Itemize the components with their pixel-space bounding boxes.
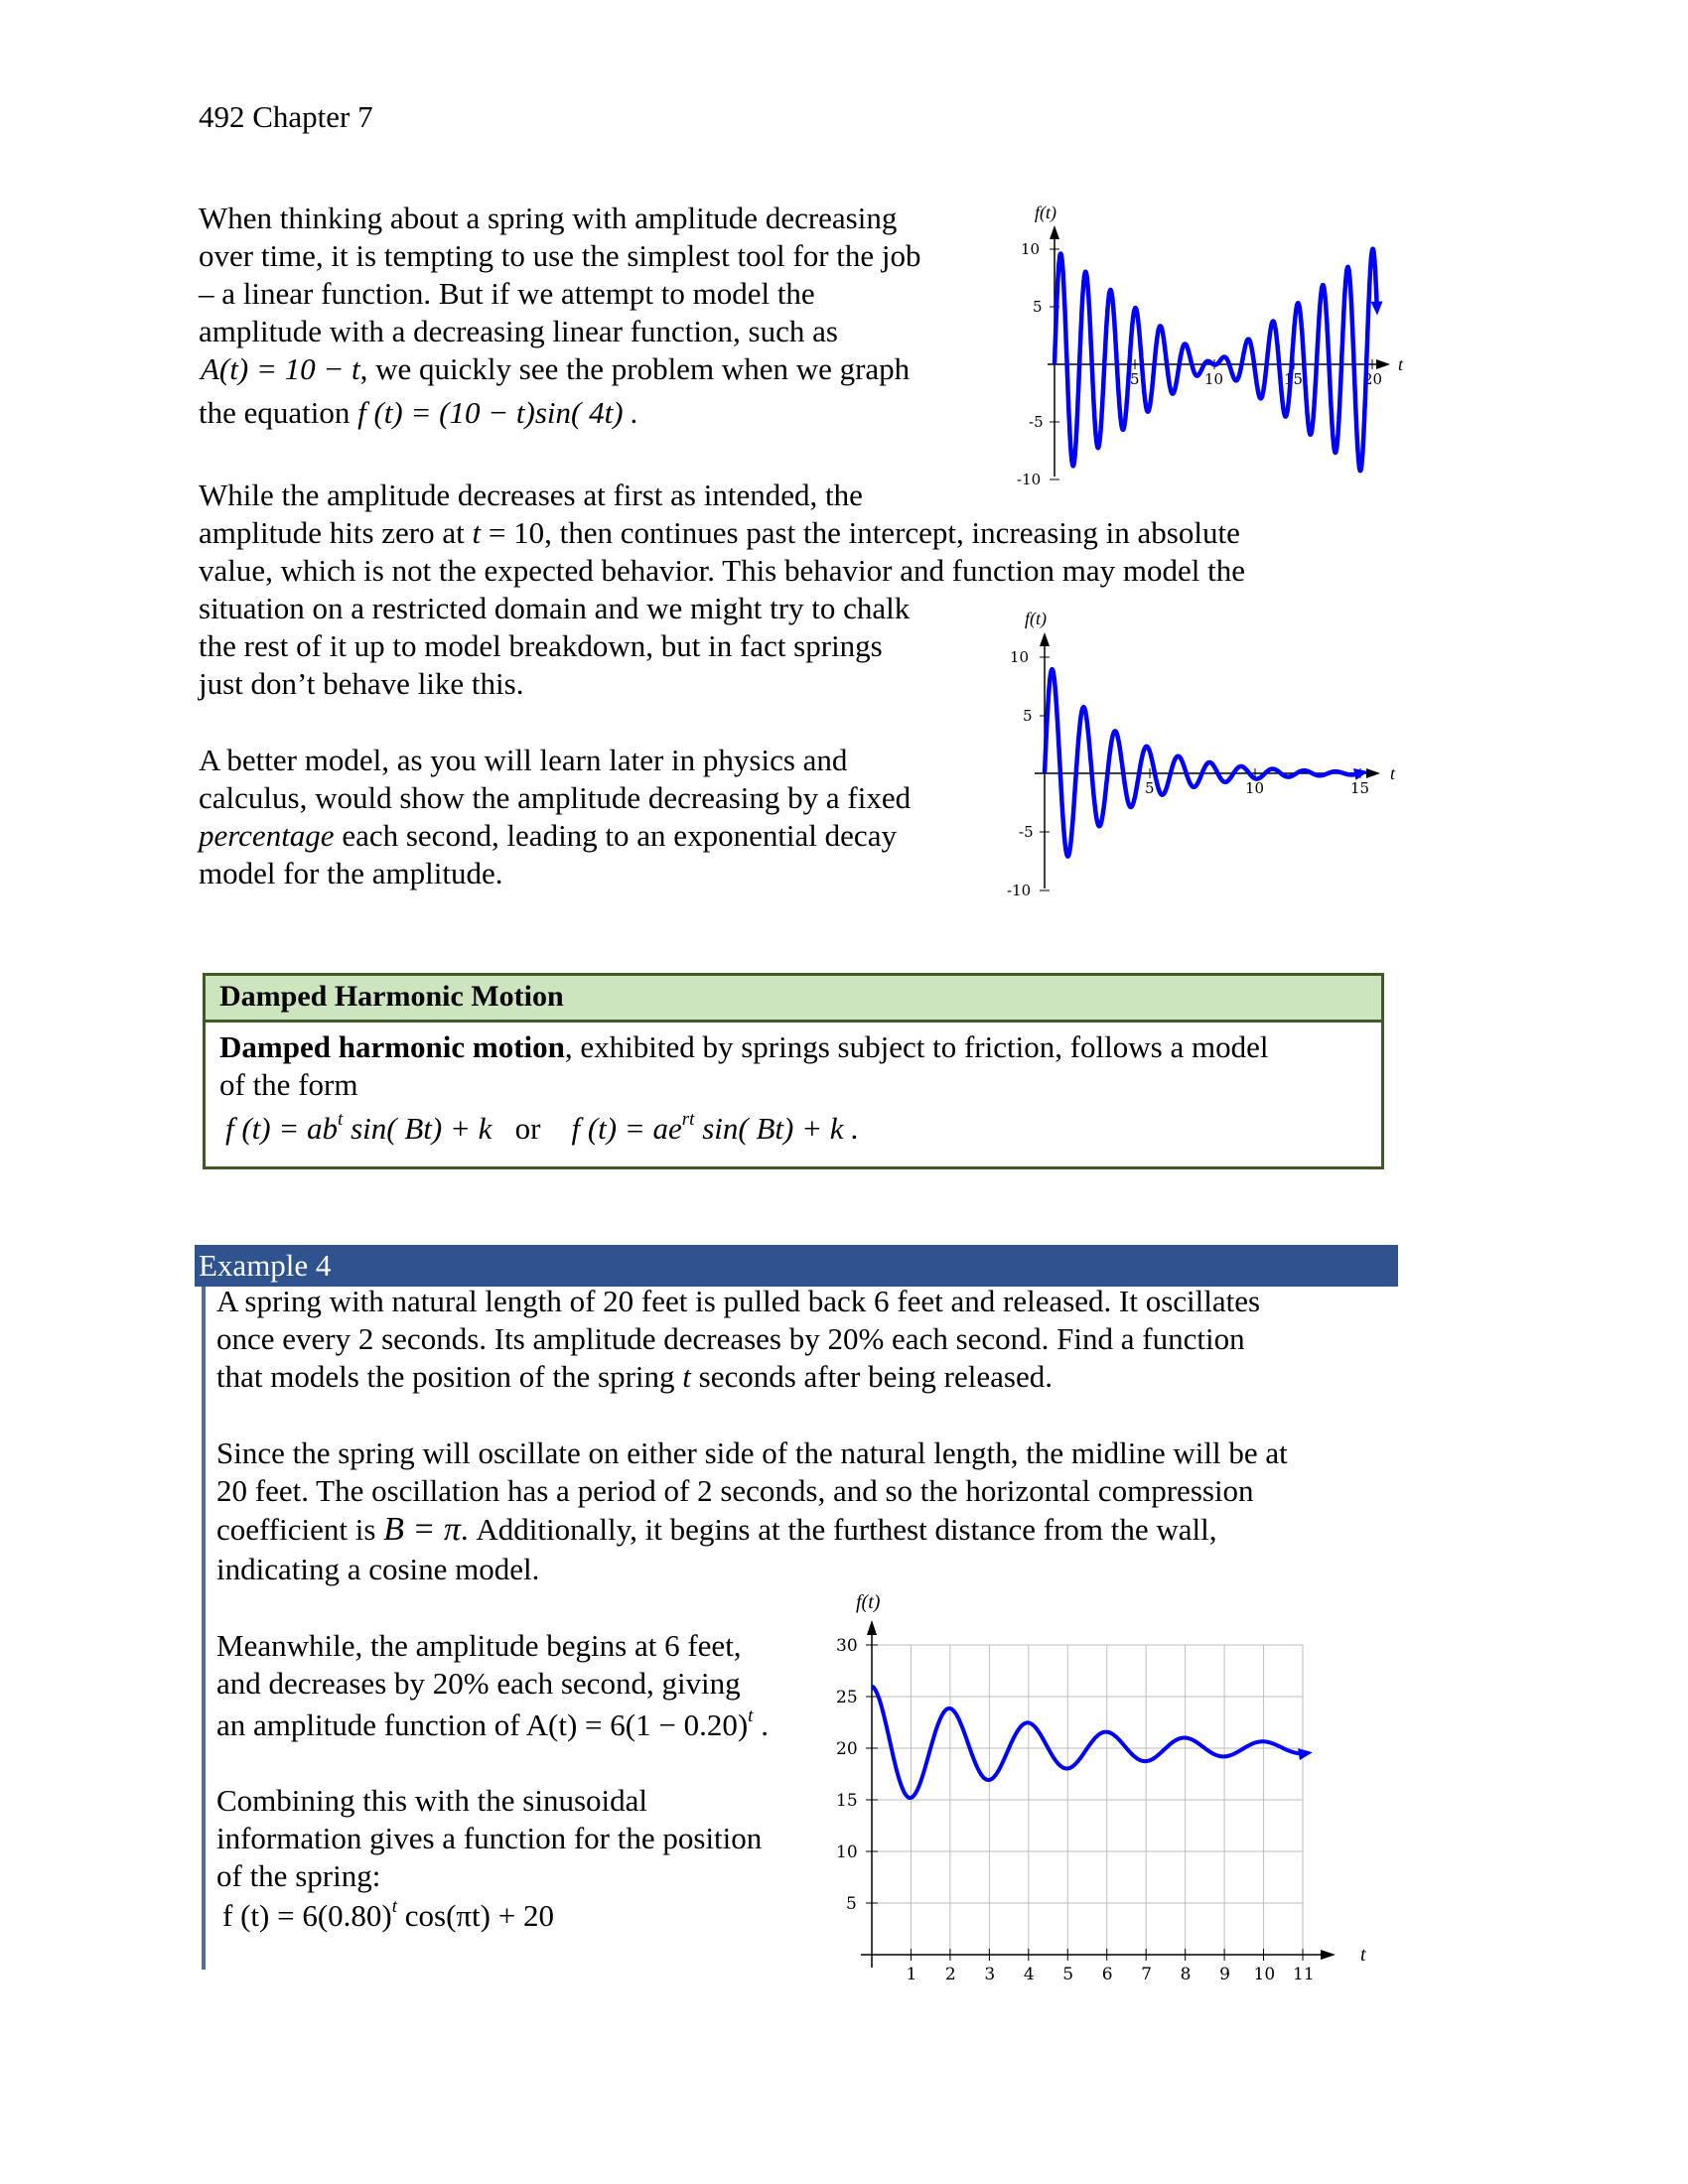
text-line: A(t) = 10 − t, we quickly see the problem when we graph bbox=[201, 351, 911, 386]
svg-text:20: 20 bbox=[1363, 370, 1383, 388]
text-line: that models the position of the spring t seconds after being released. bbox=[216, 1359, 1053, 1394]
text-line: Combining this with the sinusoidal bbox=[216, 1783, 648, 1818]
svg-text:3: 3 bbox=[984, 1965, 996, 1984]
svg-text:25: 25 bbox=[836, 1688, 858, 1707]
svg-text:6: 6 bbox=[1101, 1965, 1113, 1984]
svg-text:f(t): f(t) bbox=[1025, 609, 1047, 628]
definition-box-damped-harmonic-motion bbox=[203, 973, 1384, 1169]
svg-text:15: 15 bbox=[1350, 779, 1370, 797]
text-line: and decreases by 20% each second, giving bbox=[216, 1666, 741, 1701]
math-amplitude-linear: A(t) = 10 − t bbox=[201, 351, 360, 386]
svg-text:5: 5 bbox=[846, 1894, 857, 1914]
svg-text:10: 10 bbox=[1245, 779, 1265, 797]
example-header bbox=[195, 1245, 1398, 1287]
text-line: 20 feet. The oscillation has a period of 2 seconds, and so the horizontal compression bbox=[216, 1473, 1254, 1508]
emphasis-percentage: percentage bbox=[199, 818, 335, 853]
svg-text:-10: -10 bbox=[1007, 882, 1032, 898]
svg-text:8: 8 bbox=[1180, 1965, 1192, 1984]
chart-linear-amplitude bbox=[993, 194, 1430, 491]
text-line: A better model, as you will learn later in physics and bbox=[199, 743, 848, 777]
svg-text:30: 30 bbox=[836, 1636, 858, 1656]
text-line: information gives a function for the position bbox=[216, 1821, 763, 1855]
text-line: the rest of it up to model breakdown, but in fact springs bbox=[199, 628, 883, 663]
text-line: over time, it is tempting to use the simplest tool for the job bbox=[199, 238, 921, 273]
definition-line: Damped harmonic motion, exhibited by springs subject to friction, follows a model bbox=[219, 1029, 1269, 1064]
text-line: once every 2 seconds. Its amplitude decreases by 20% each second. Find a function bbox=[216, 1321, 1245, 1356]
svg-text:10: 10 bbox=[1010, 648, 1030, 666]
svg-text:10: 10 bbox=[1204, 370, 1224, 388]
chart-exponential-damping-svg bbox=[983, 601, 1420, 898]
text-line: Meanwhile, the amplitude begins at 6 feet, bbox=[216, 1628, 742, 1663]
svg-text:f(t): f(t) bbox=[1035, 203, 1056, 222]
text-line: coefficient is B = π. Additionally, it begins at the furthest distance from the wall, bbox=[216, 1511, 1217, 1548]
definition-title: Damped Harmonic Motion bbox=[219, 980, 564, 1013]
math-linear-model: f (t) = (10 − t)sin( 4t) . bbox=[357, 395, 639, 430]
formula-exponential-e: f (t) = ae bbox=[571, 1111, 682, 1146]
chart-spring-position bbox=[824, 1578, 1420, 1995]
text-line: amplitude hits zero at t = 10, then continues past the intercept, increasing in absolute bbox=[199, 515, 1240, 550]
svg-text:2: 2 bbox=[944, 1965, 956, 1984]
svg-text:15: 15 bbox=[1284, 370, 1304, 388]
text-line: an amplitude function of $A(t) = 6(1 - 0.20)^t$ . bbox=[216, 1706, 769, 1742]
text-line: Since the spring will oscillate on either side of the natural length, the midline will be at bbox=[216, 1435, 1288, 1470]
formula-connector: or bbox=[514, 1111, 541, 1146]
svg-text:t: t bbox=[1390, 763, 1396, 783]
text-line: calculus, would show the amplitude decreasing by a fixed bbox=[199, 780, 912, 815]
text-line: percentage each second, leading to an exponential decay bbox=[199, 818, 897, 853]
text-line: value, which is not the expected behavior. This behavior and function may model the bbox=[199, 553, 1245, 588]
svg-text:10: 10 bbox=[1253, 1965, 1276, 1984]
math-B-equals-pi: B = π bbox=[383, 1511, 461, 1548]
page-header: 492 Chapter 7 bbox=[199, 99, 373, 134]
svg-text:5: 5 bbox=[1062, 1965, 1074, 1984]
text-line: – a linear function. But if we attempt to model the bbox=[199, 276, 815, 311]
svg-text:-5: -5 bbox=[1029, 413, 1044, 431]
final-formula: f $(t) = 6(0.80)^t$ cos(πt) + 20 bbox=[222, 1896, 554, 1933]
example-left-bar bbox=[202, 1287, 206, 1970]
svg-text:7: 7 bbox=[1141, 1965, 1153, 1984]
example-title: Example 4 bbox=[199, 1248, 332, 1283]
svg-text:-5: -5 bbox=[1019, 823, 1034, 841]
formula-exponential-base: f (t) = ab bbox=[225, 1111, 339, 1146]
svg-text:20: 20 bbox=[836, 1739, 858, 1759]
svg-text:11: 11 bbox=[1293, 1965, 1315, 1984]
text-line: amplitude with a decreasing linear function, such as bbox=[199, 314, 838, 348]
svg-text:1: 1 bbox=[906, 1965, 917, 1984]
svg-text:t: t bbox=[1398, 354, 1404, 374]
definition-box-header bbox=[206, 976, 1381, 1023]
text-line: just don’t behave like this. bbox=[199, 666, 524, 701]
text-line: the equation f (t) = (10 − t)sin( 4t) . bbox=[199, 395, 639, 430]
svg-text:5: 5 bbox=[1130, 370, 1140, 388]
text-line: indicating a cosine model. bbox=[216, 1552, 540, 1586]
text-line: of the spring: bbox=[216, 1858, 381, 1893]
svg-text:5: 5 bbox=[1023, 707, 1033, 725]
definition-line: of the form bbox=[219, 1067, 358, 1102]
text-line: When thinking about a spring with amplitude decreasing bbox=[199, 201, 898, 235]
svg-text:10: 10 bbox=[836, 1843, 858, 1862]
svg-text:10: 10 bbox=[1021, 240, 1041, 258]
text-line: While the amplitude decreases at first as intended, the bbox=[199, 478, 863, 512]
chart-spring-position-svg bbox=[824, 1578, 1420, 1995]
definition-formulas: f $(t) = ab^t$ sin( Bt) + k or f $(t) = ae^{rt}$ sin( Bt) + k . bbox=[225, 1109, 860, 1146]
text-line: A spring with natural length of 20 feet is pulled back 6 feet and released. It oscillates bbox=[216, 1284, 1261, 1318]
text-line: situation on a restricted domain and we might try to chalk bbox=[199, 591, 911, 625]
math-amplitude-function: A(t) = 6(1 − 0.20) bbox=[525, 1707, 749, 1742]
definition-term: Damped harmonic motion bbox=[219, 1029, 565, 1064]
svg-text:15: 15 bbox=[836, 1791, 858, 1811]
svg-text:f(t): f(t) bbox=[856, 1591, 881, 1613]
svg-text:9: 9 bbox=[1219, 1965, 1230, 1984]
svg-text:-10: -10 bbox=[1017, 471, 1042, 488]
chart-linear-amplitude-svg bbox=[993, 194, 1430, 491]
text-line: model for the amplitude. bbox=[199, 856, 503, 890]
svg-text:5: 5 bbox=[1145, 779, 1155, 797]
chart-exponential-damping bbox=[983, 601, 1420, 898]
svg-text:5: 5 bbox=[1033, 298, 1043, 316]
svg-text:t: t bbox=[1360, 1944, 1366, 1966]
svg-text:4: 4 bbox=[1023, 1965, 1035, 1984]
